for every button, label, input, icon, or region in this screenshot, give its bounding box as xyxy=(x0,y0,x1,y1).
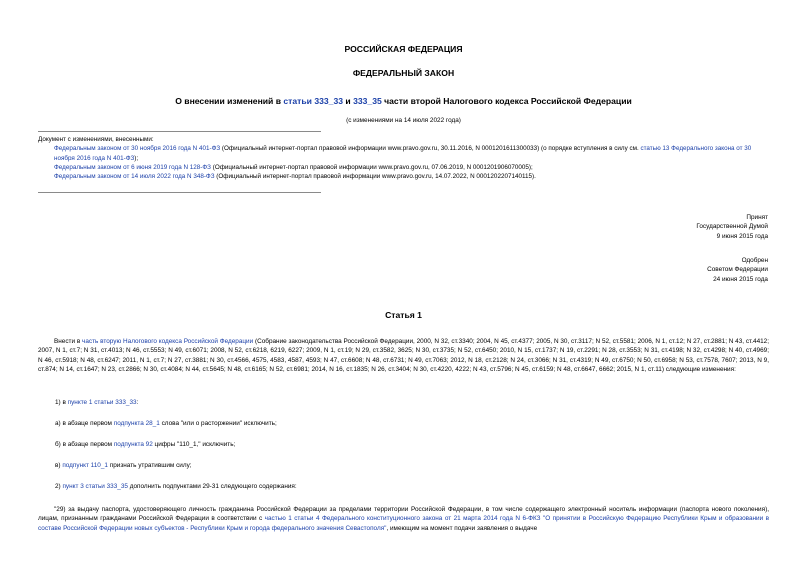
change-3 xyxy=(38,172,768,181)
divider-top xyxy=(38,131,321,132)
item-b-post: цифры "110_1," исключить; xyxy=(152,441,236,448)
title-link-333-35[interactable]: 333_35 xyxy=(353,96,382,106)
item-a xyxy=(55,420,277,427)
quoted-subparagraph-29 xyxy=(38,505,769,533)
title-mid: и xyxy=(343,96,354,106)
title-pre: О внесении изменений в xyxy=(175,96,284,106)
item-2-post: дополнить подпунктами 29-31 следующего содержания: xyxy=(127,483,297,490)
adoption-duma-line2: Государственной Думой xyxy=(696,223,768,231)
item-v xyxy=(55,462,192,469)
tax-code-link[interactable]: часть вторую Налогового кодекса Российской Федерации xyxy=(82,338,254,345)
item-2 xyxy=(55,483,297,490)
change-1-text: (Официальный интернет-портал правовой информации www.pravo.gov.ru, 30.11.2016, N 0001201611300033) (о порядке вступления в силу см. xyxy=(220,145,641,153)
adoption-duma-line1: Принят xyxy=(746,214,768,221)
article-heading: Статья 1 xyxy=(385,310,422,320)
title-post: части второй Налогового кодекса Российской Федерации xyxy=(381,96,632,106)
item-1 xyxy=(55,399,138,406)
change-2-link[interactable]: Федеральным законом от 6 июня 2019 года N 128-ФЗ xyxy=(54,163,211,171)
doc-type-heading: ФЕДЕРАЛЬНЫЙ ЗАКОН xyxy=(352,68,455,78)
change-1-article-link[interactable]: статью 13 Федерального закона от 30 ноября 2016 года N 401-ФЗ xyxy=(54,145,752,162)
item-a-post: слова "или о расторжении" исключить; xyxy=(159,420,277,427)
item-v-pre: в) xyxy=(55,462,63,469)
country-heading: РОССИЙСКАЯ ФЕДЕРАЦИЯ xyxy=(344,44,463,54)
change-1-link[interactable]: Федеральным законом от 30 ноября 2016 года N 401-ФЗ xyxy=(54,145,221,153)
adoption-council-line2: Советом Федерации xyxy=(707,266,768,274)
change-1-end: ); xyxy=(134,154,139,162)
adoption-duma xyxy=(696,213,768,241)
quote-post: , имеющим на момент подачи заявления о выдаче xyxy=(386,524,538,532)
item-v-link[interactable]: подпункт 110_1 xyxy=(62,462,108,469)
p1-pre: Внести в xyxy=(54,338,83,345)
adoption-duma-date: 9 июня 2015 года xyxy=(716,232,768,240)
change-2 xyxy=(38,163,768,172)
item-a-link[interactable]: подпункта 28_1 xyxy=(113,420,160,427)
quote-pre: "29) за выдачу паспорта, удостоверяющего личность гражданина Российской Федерации за пределами территории Российской Федерации, в том числе содержащего электронный носитель информации (паспорта нового поколения), лицам, признанным гражданами Российской Федерации в соответствии с xyxy=(38,506,769,523)
item-b-pre: б) в абзаце первом xyxy=(55,441,114,448)
item-2-link[interactable]: пункт 3 статьи 333_35 xyxy=(62,483,128,490)
change-3-link[interactable]: Федеральным законом от 14 июля 2022 года N 348-ФЗ xyxy=(54,173,215,181)
changes-intro: Документ с изменениями, внесенными: xyxy=(38,136,154,143)
law-title xyxy=(0,96,807,106)
constitutional-law-link[interactable]: частью 1 статьи 4 Федерального конституционного закона от 21 марта 2014 года N 6-ФКЗ "О принятии в Российскую Федерацию Республики Крым и образовании в составе Российской Федерации новых субъектов - Республики Крым и города федерального значения Севастополя" xyxy=(38,515,770,532)
item-b-link[interactable]: подпункта 92 xyxy=(113,441,153,448)
adoption-council-line1: Одобрен xyxy=(741,257,768,264)
change-3-text: (Официальный интернет-портал правовой информации www.pravo.gov.ru, 14.07.2022, N 0001202207140115). xyxy=(214,173,536,181)
adoption-council-date: 24 июня 2015 года xyxy=(713,275,768,283)
item-1-link[interactable]: пункте 1 статьи 333_33 xyxy=(67,399,137,406)
item-1-post: : xyxy=(136,399,139,406)
change-1 xyxy=(38,144,768,163)
revision-note: (с изменениями на 14 июля 2022 года) xyxy=(346,117,461,124)
adoption-council xyxy=(707,256,768,284)
change-2-text: (Официальный интернет-портал правовой информации www.pravo.gov.ru, 07.06.2019, N 0001201906070005); xyxy=(210,163,533,171)
divider-bottom xyxy=(38,192,321,193)
item-a-pre: а) в абзаце первом xyxy=(55,420,114,427)
changes-block xyxy=(38,135,768,181)
item-b xyxy=(55,441,235,448)
p1-text: (Собрание законодательства Российской Федерации, 2000, N 32, ст.3340; 2004, N 45, ст.4377; 2005, N 30, ст.3117; N 52, ст.5581; 2006, N 1, ст.12; N 27, ст.2881; N 43, ст.4412; 2007, N 1, ст.7; N 31, ст.4013; N 46, ст.5553; N 49, ст.6071; 2008, N 52, ст.6218, 6219, 6227; 2009, N 1, ст.19; N 29, ст.3582, 3625; N 30, ст.3735; N 52, ст.6450; 2010, N 15, ст.1737; N 19, ст.2291; N 28, ст.3553; N 31, ст.4198; N 32, ст.4298; N 40, ст.4969; N 46, ст.5918; N 48, ст.6247; 2011, N 1, ст.7; N 27, ст.3881; N 30, ст.4566, 4575, 4583, 4587, 4593; N 47, ст.6608; N 48, ст.6731; N 49, ст.7063; 2012, N 18, ст.2128; N 24, ст.3066; N 31, ст.4319; N 49, ст.6750; N 50, ст.6958; N 53, ст.7578, 7607; 2013, N 9, ст.874; N 14, ст.1647; N 23, ст.2866; N 30, ст.4084; N 44, ст.5645; N 48, ст.6165; N 52, ст.6981; 2014, N 16, ст.1835; N 26, ст.3404; N 30, ст.4220, 4222; N 43, ст.5796; N 45, ст.6159; N 48, ст.6647, 6662; 2015, N 1, ст.11) следующие изменения: xyxy=(38,338,770,374)
article-paragraph-1 xyxy=(38,337,769,375)
item-1-pre: 1) в xyxy=(55,399,68,406)
item-v-post: признать утратившим силу; xyxy=(107,462,192,469)
item-2-pre: 2) xyxy=(55,483,63,490)
title-link-333-33[interactable]: статьи 333_33 xyxy=(283,96,344,106)
